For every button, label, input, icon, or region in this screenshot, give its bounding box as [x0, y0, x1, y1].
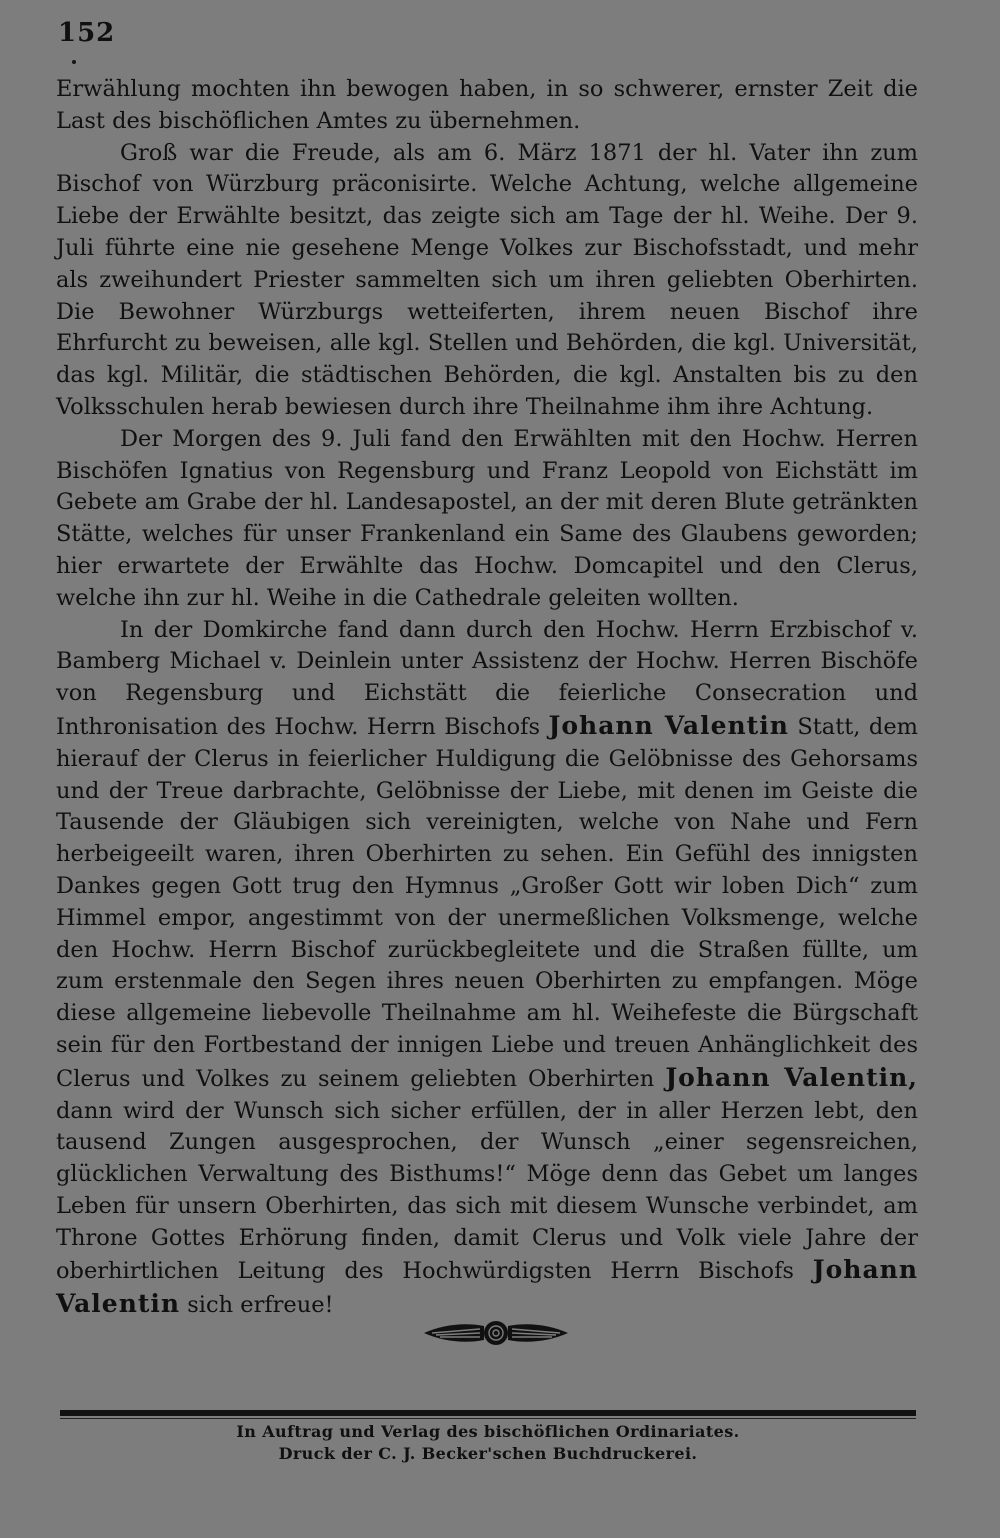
imprint-publisher: In Auftrag und Verlag des bischöflichen Ordinariates. — [236, 1422, 740, 1441]
footer-rule-thin — [60, 1418, 916, 1419]
paragraph — [56, 424, 918, 615]
paragraph-text: In der Domkirche fand dann durch den Hochw. Herrn Erzbischof v. Bamberg Michael v. Deinlein unter Assistenz der Hochw. Herren Bischöfe von Regensburg und Eichstätt die feierliche Consecration und Inthronisation des Hochw. Herrn Bischofs — [56, 616, 918, 740]
imprint-printer: Druck der C. J. Becker'schen Buchdruckerei. — [278, 1444, 698, 1463]
winged-vignette-icon — [422, 1316, 570, 1350]
paragraph-text: dann wird der Wunsch sich sicher erfüllen, der in aller Herzen lebt, den tausend Zungen ausgesprochen, der Wunsch „einer segensreichen, glücklichen Verwaltung des Bisthums!“ Möge denn das Gebet um langes Leben für unsern Oberhirten, das sich mit diesem Wunsche verbindet, am Throne Gottes Erhörung finden, damit Clerus und Volk viele Jahre der oberhirtlichen Leitung des Hochwürdigsten Herrn Bischofs — [56, 1097, 918, 1285]
bishop-name: Johann Valentin — [548, 710, 789, 740]
paragraph — [56, 615, 918, 1323]
page-number-dot — [72, 60, 76, 64]
footer-rule — [60, 1410, 916, 1416]
bishop-name: Johann Valentin, — [665, 1062, 918, 1092]
paragraph-text: Erwählung mochten ihn bewogen haben, in so schwerer, ernster Zeit die Last des bischöflichen Amtes zu übernehmen. — [56, 76, 918, 134]
bishop-name: Johann Valentin — [56, 1255, 918, 1319]
paragraph-text: Statt, dem hierauf der Clerus in feierlicher Huldigung die Gelöbnisse des Gehorsams und der Treue darbrachte, Gelöbnisse der Liebe, mit denen im Geiste die Tausende der Gläubigen sich vereinigten, welche von Nahe und Fern herbeigeeilt waren, ihren Oberhirten zu sehen. Ein Gefühl des innigsten Dankes gegen Gott trug den Hymnus „Großer Gott wir loben Dich“ zum Himmel empor, angestimmt von der unermeßlichen Volksmenge, welche den Hochw. Herrn Bischof zurückbegleitete und die Straßen füllte, um zum erstenmale den Segen ihres neuen Oberhirten zu empfangen. Möge diese allgemeine liebevolle Theilnahme am hl. Weihefeste die Bürgschaft sein für den Fortbestand der innigen Liebe und treuen Anhänglichkeit des Clerus und Volkes zu seinem geliebten Oberhirten — [56, 713, 918, 1092]
paragraph-text: Der Morgen des 9. Juli fand den Erwählten mit den Hochw. Herren Bischöfen Ignatius von Regensburg und Franz Leopold von Eichstätt im Gebete am Grabe der hl. Landesapostel, an der mit deren Blute getränkten Stätte, welches für unser Frankenland ein Same des Glaubens geworden; hier erwartete der Erwählte das Hochw. Domcapitel und den Clerus, welche ihn zur hl. Weihe in die Cathedrale geleiten wollten. — [56, 425, 918, 611]
paragraph — [56, 74, 918, 138]
page-number: 152 — [58, 18, 116, 48]
text-block — [56, 74, 918, 1322]
paragraph-text: Groß war die Freude, als am 6. März 1871 der hl. Vater ihn zum Bischof von Würzburg präconisirte. Welche Achtung, welche allgemeine Liebe der Erwählte besitzt, das zeigte sich am Tage der hl. Weihe. Der 9. Juli führte eine nie gesehene Menge Volkes zur Bischofsstadt, und mehr als zweihundert Priester sammelten sich um ihren geliebten Oberhirten. Die Bewohner Würzburgs wetteiferten, ihrem neuen Bischof ihre Ehrfurcht zu beweisen, alle kgl. Stellen und Behörden, die kgl. Universität, das kgl. Militär, die städtischen Behörden, die kgl. Anstalten bis zu den Volksschulen herab bewiesen durch ihre Theilnahme ihm ihre Achtung. — [56, 139, 918, 420]
paragraph-text: sich erfreue! — [180, 1292, 334, 1319]
paragraph — [56, 138, 918, 424]
